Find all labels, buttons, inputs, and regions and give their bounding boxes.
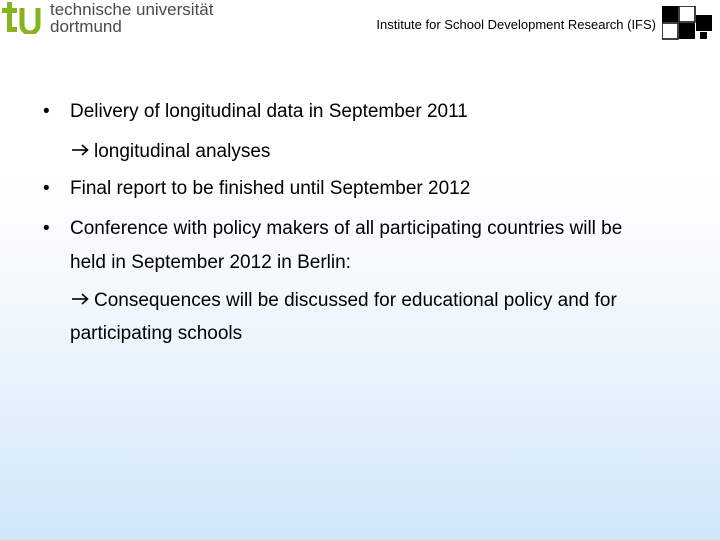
tu-logo-icon xyxy=(0,2,44,34)
institute-title: Institute for School Development Research (IFS) xyxy=(376,17,656,32)
bullet-text-2: Final report to be finished until September 2012 xyxy=(70,178,471,199)
bullet-marker: • xyxy=(43,101,50,122)
university-name-line2: dortmund xyxy=(50,17,122,36)
arrow-text-1: longitudinal analyses xyxy=(94,141,271,162)
bullet-text-3a: Conference with policy makers of all participating countries will be xyxy=(70,218,623,239)
bullet-text-3b: held in September 2012 in Berlin: xyxy=(70,252,351,273)
bullet-marker: • xyxy=(43,178,50,199)
bullet-text-1: Delivery of longitudinal data in September 2011 xyxy=(70,101,468,122)
arrow-text-2b: participating schools xyxy=(70,323,243,344)
ifs-logo-icon xyxy=(662,6,714,40)
arrow-item-1 xyxy=(72,141,270,163)
bullet-marker: • xyxy=(43,218,50,239)
arrow-text-2a: Consequences will be discussed for educational policy and for xyxy=(94,290,617,311)
university-logo xyxy=(0,0,215,38)
right-arrow-icon xyxy=(72,144,89,156)
right-arrow-icon xyxy=(72,293,89,305)
university-name-line1: technische universität xyxy=(50,0,214,19)
arrow-item-2 xyxy=(72,290,617,312)
